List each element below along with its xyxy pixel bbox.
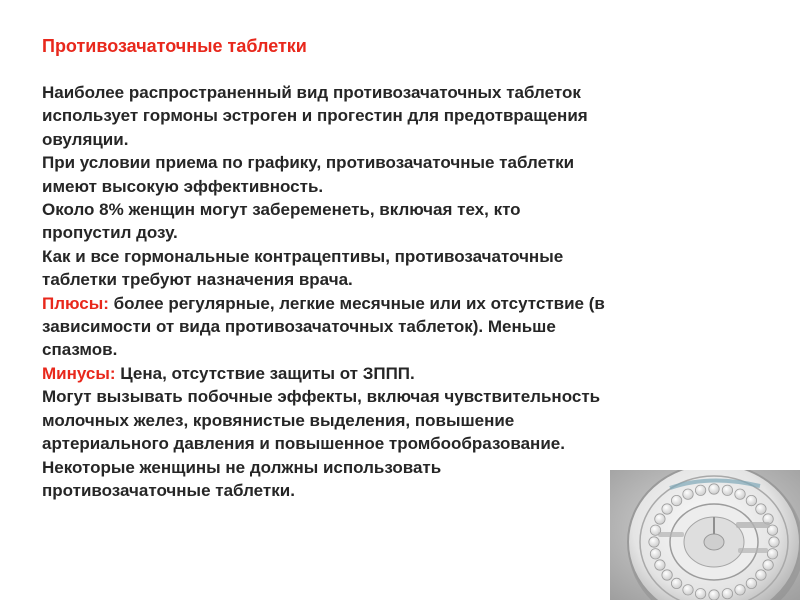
paragraph-prescription bbox=[42, 245, 762, 292]
paragraph-side-effects bbox=[42, 385, 762, 455]
pill-blister bbox=[671, 495, 681, 505]
pill-blister bbox=[722, 485, 732, 495]
pill-blister bbox=[695, 589, 705, 599]
text-line: противозачаточные таблетки. bbox=[42, 480, 295, 500]
text-line: артериального давления и повышенное тромбообразование. bbox=[42, 434, 565, 454]
pill-blister bbox=[735, 585, 745, 595]
pill-blister bbox=[769, 537, 779, 547]
pill-blister bbox=[662, 570, 672, 580]
text-line: спазмов. bbox=[42, 340, 118, 360]
pill-blister bbox=[763, 560, 773, 570]
pill-blister bbox=[746, 578, 756, 588]
cons-text: Цена, отсутствие защиты от ЗППП. bbox=[115, 363, 415, 383]
text-line: овуляции. bbox=[42, 129, 129, 149]
pill-blister bbox=[683, 489, 693, 499]
paragraph-pros bbox=[42, 292, 762, 362]
text-line: молочных желез, кровянистые выделения, повышение bbox=[42, 410, 515, 430]
pill-dispenser-photo bbox=[610, 470, 800, 600]
text-line bbox=[42, 362, 762, 385]
pill-blister bbox=[683, 585, 693, 595]
slide-body bbox=[42, 81, 762, 502]
pill-blister bbox=[767, 549, 777, 559]
text-line: пропустил дозу. bbox=[42, 223, 178, 243]
text-line: Как и все гормональные контрацептивы, противозачаточные bbox=[42, 246, 564, 266]
pill-dispenser-icon bbox=[610, 470, 800, 600]
pill-blister bbox=[722, 589, 732, 599]
pill-blister bbox=[671, 578, 681, 588]
text-line: зависимости от вида противозачаточных таблеток). Меньше bbox=[42, 317, 556, 337]
text-line: использует гормоны эстроген и прогестин для предотвращения bbox=[42, 106, 588, 126]
text-line bbox=[42, 292, 762, 315]
pros-label: Плюсы: bbox=[42, 293, 109, 313]
pill-blister bbox=[756, 570, 766, 580]
slide-title: Противозачаточные таблетки bbox=[42, 36, 307, 56]
paragraph-failure-rate bbox=[42, 198, 762, 245]
pill-blister bbox=[649, 537, 659, 547]
pill-blister bbox=[709, 484, 719, 494]
pill-blister bbox=[662, 504, 672, 514]
pill-blister bbox=[709, 590, 719, 600]
cons-label: Минусы: bbox=[42, 363, 116, 383]
pill-blister bbox=[655, 560, 665, 570]
paragraph-effectiveness bbox=[42, 151, 762, 198]
text-line: таблетки требуют назначения врача. bbox=[42, 270, 353, 290]
pill-blister bbox=[650, 549, 660, 559]
text-line: При условии приема по графику, противозачаточные таблетки bbox=[42, 153, 575, 173]
text-line: Наиболее распространенный вид противозачаточных таблеток bbox=[42, 83, 581, 102]
pill-blister bbox=[756, 504, 766, 514]
text-line: Некоторые женщины не должны использовать bbox=[42, 457, 442, 477]
text-line: имеют высокую эффективность. bbox=[42, 176, 324, 196]
text-line: Около 8% женщин могут забеременеть, включая тех, кто bbox=[42, 200, 521, 220]
pros-text: более регулярные, легкие месячные или их отсутствие (в bbox=[108, 293, 605, 313]
paragraph-cons bbox=[42, 362, 762, 385]
pill-blister bbox=[735, 489, 745, 499]
pill-blister bbox=[746, 495, 756, 505]
text-line: Могут вызывать побочные эффекты, включая чувствительность bbox=[42, 387, 601, 407]
paragraph-hormones bbox=[42, 81, 762, 151]
pill-blister bbox=[695, 485, 705, 495]
pill-blister bbox=[655, 514, 665, 524]
